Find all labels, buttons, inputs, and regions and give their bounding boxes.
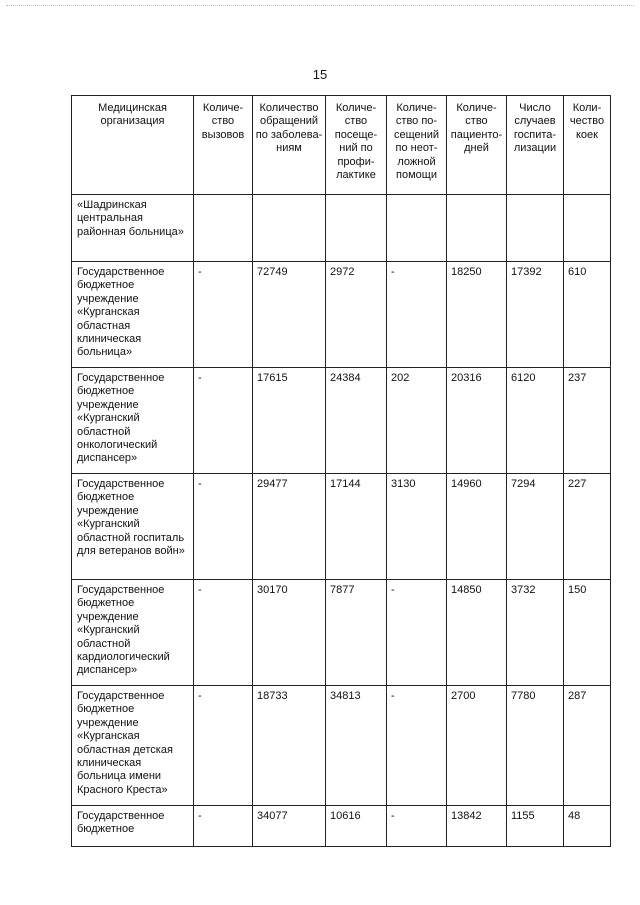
table-row xyxy=(72,686,611,806)
org-name: Государственное бюджетное учреждение «Курганский областной онкологический диспансер» xyxy=(72,368,194,474)
table-row xyxy=(72,368,611,474)
header-hospitalizations: Число случаев госпита-лизации xyxy=(507,96,564,195)
cell-prevention-visits: 2972 xyxy=(326,262,387,368)
cell-patient-days: 18250 xyxy=(447,262,507,368)
cell-hospitalizations: 7294 xyxy=(507,474,564,580)
cell-disease-visits: 29477 xyxy=(253,474,326,580)
cell-hospitalizations: 17392 xyxy=(507,262,564,368)
cell-prevention-visits: 10616 xyxy=(326,806,387,847)
cell-beds: 237 xyxy=(564,368,611,474)
cell-disease-visits xyxy=(253,195,326,262)
cell-hospitalizations: 6120 xyxy=(507,368,564,474)
cell-calls: - xyxy=(194,580,253,686)
cell-disease-visits: 72749 xyxy=(253,262,326,368)
cell-prevention-visits xyxy=(326,195,387,262)
cell-urgent-visits: 202 xyxy=(387,368,447,474)
cell-patient-days: 13842 xyxy=(447,806,507,847)
org-name: Государственное бюджетное учреждение «Курганский областной госпиталь для ветеранов войн» xyxy=(72,474,194,580)
cell-patient-days: 20316 xyxy=(447,368,507,474)
cell-hospitalizations xyxy=(507,195,564,262)
cell-beds: 610 xyxy=(564,262,611,368)
cell-calls: - xyxy=(194,262,253,368)
cell-disease-visits: 30170 xyxy=(253,580,326,686)
cell-disease-visits: 18733 xyxy=(253,686,326,806)
table-row xyxy=(72,806,611,847)
cell-urgent-visits: - xyxy=(387,580,447,686)
cell-urgent-visits: 3130 xyxy=(387,474,447,580)
header-org: Медицинская организация xyxy=(72,96,194,195)
cell-hospitalizations: 1155 xyxy=(507,806,564,847)
scan-artifact-line xyxy=(6,5,634,8)
org-name: Государственное бюджетное учреждение «Курганская областная детская клиническая больница имени Красного Креста» xyxy=(72,686,194,806)
cell-beds: 287 xyxy=(564,686,611,806)
org-name: Государственное бюджетное учреждение «Курганская областная клиническая больница» xyxy=(72,262,194,368)
cell-disease-visits: 17615 xyxy=(253,368,326,474)
cell-beds xyxy=(564,195,611,262)
header-calls: Количе-ство вызовов xyxy=(194,96,253,195)
table-row xyxy=(72,474,611,580)
cell-beds: 150 xyxy=(564,580,611,686)
page-number: 15 xyxy=(312,67,328,82)
cell-disease-visits: 34077 xyxy=(253,806,326,847)
cell-prevention-visits: 34813 xyxy=(326,686,387,806)
org-name: Государственное бюджетное учреждение «Курганский областной кардиологический диспансер» xyxy=(72,580,194,686)
cell-prevention-visits: 24384 xyxy=(326,368,387,474)
table-row xyxy=(72,262,611,368)
org-name: «Шадринская центральная районная больница» xyxy=(72,195,194,262)
cell-calls: - xyxy=(194,806,253,847)
cell-beds: 48 xyxy=(564,806,611,847)
org-name: Государственное бюджетное xyxy=(72,806,194,847)
cell-prevention-visits: 7877 xyxy=(326,580,387,686)
header-row xyxy=(72,96,611,195)
header-disease-visits: Количество обращений по заболева-ниям xyxy=(253,96,326,195)
data-table xyxy=(71,95,611,847)
header-prevention-visits: Количе-ство посеще-ний по профи-лактике xyxy=(326,96,387,195)
cell-patient-days xyxy=(447,195,507,262)
cell-urgent-visits: - xyxy=(387,686,447,806)
cell-urgent-visits: - xyxy=(387,806,447,847)
cell-hospitalizations: 7780 xyxy=(507,686,564,806)
cell-beds: 227 xyxy=(564,474,611,580)
header-patient-days: Количе-ство пациенто-дней xyxy=(447,96,507,195)
cell-patient-days: 14850 xyxy=(447,580,507,686)
header-urgent-visits: Количе-ство по-сещений по неот-ложной помощи xyxy=(387,96,447,195)
table-row xyxy=(72,195,611,262)
cell-calls xyxy=(194,195,253,262)
cell-prevention-visits: 17144 xyxy=(326,474,387,580)
header-beds: Коли-чество коек xyxy=(564,96,611,195)
cell-urgent-visits: - xyxy=(387,262,447,368)
table-row xyxy=(72,580,611,686)
cell-patient-days: 2700 xyxy=(447,686,507,806)
cell-calls: - xyxy=(194,474,253,580)
cell-patient-days: 14960 xyxy=(447,474,507,580)
cell-calls: - xyxy=(194,368,253,474)
cell-hospitalizations: 3732 xyxy=(507,580,564,686)
cell-calls: - xyxy=(194,686,253,806)
cell-urgent-visits xyxy=(387,195,447,262)
